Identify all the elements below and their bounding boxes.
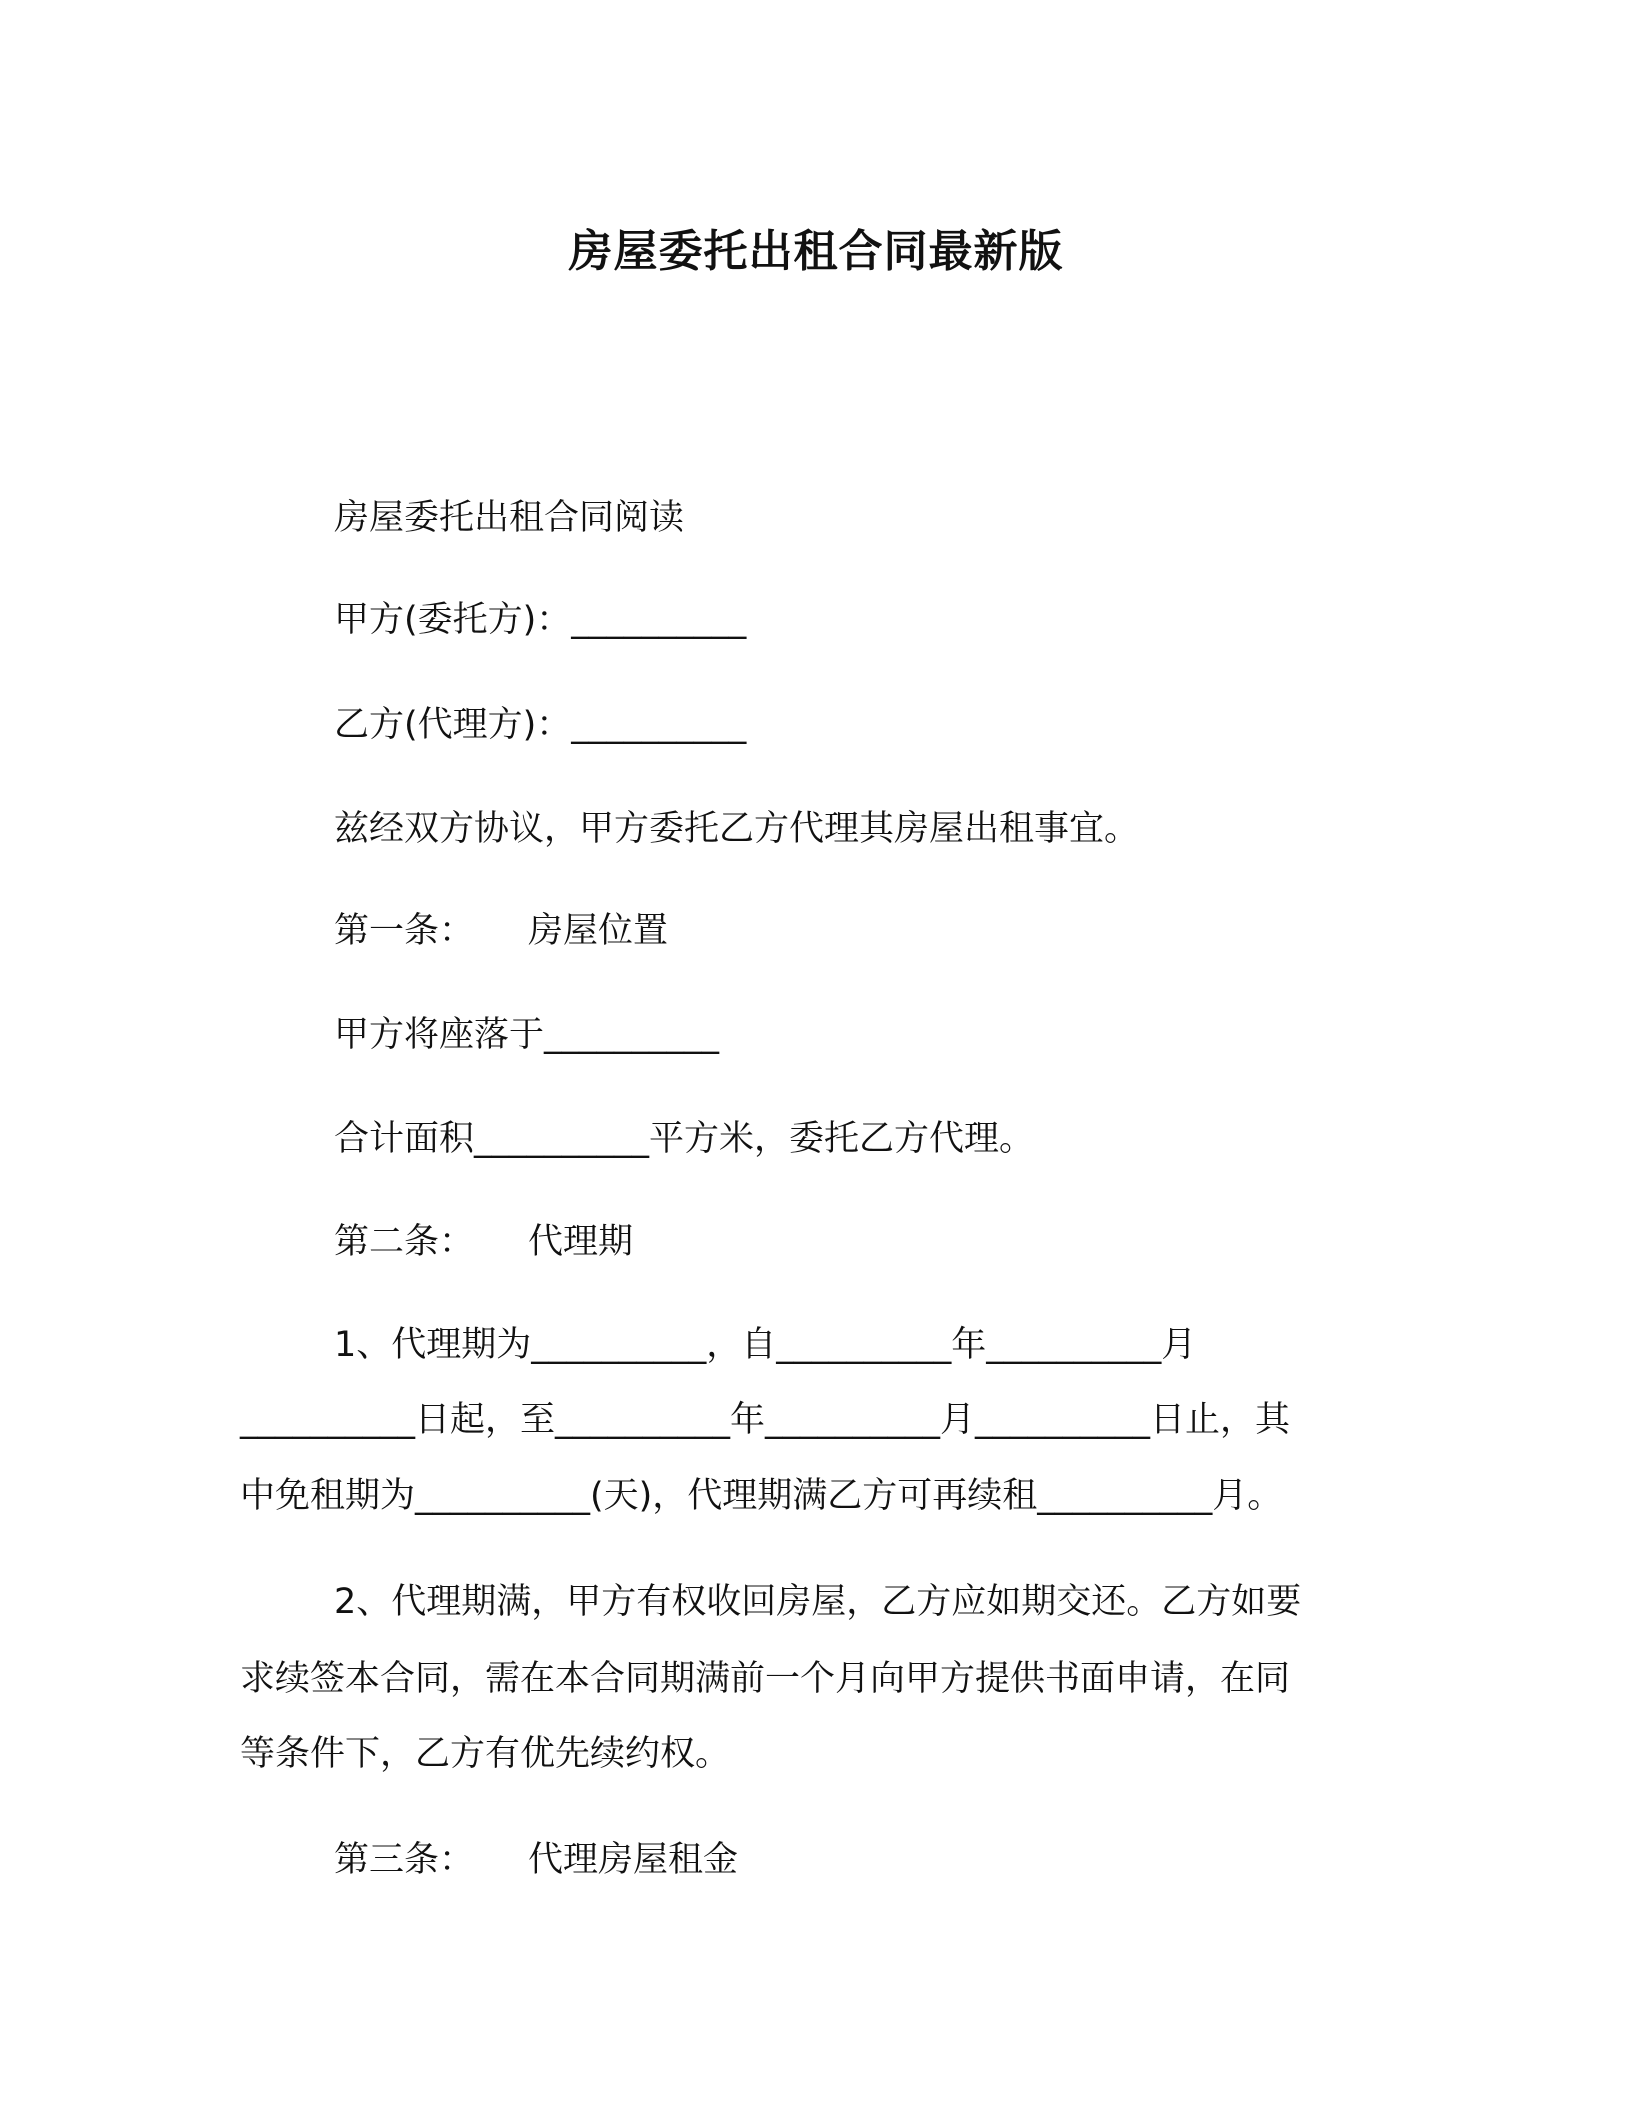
article-3-title: 代理房屋租金 xyxy=(528,1840,739,1880)
subtitle-line: 房屋委托出租合同阅读 xyxy=(334,498,685,538)
renewal-line-1: 2、代理期满，甲方有权收回房屋，乙方应如期交还。乙方如要 xyxy=(334,1582,1302,1622)
article-3-label: 第三条： xyxy=(334,1840,475,1880)
renewal-line-3: 等条件下，乙方有优先续约权。 xyxy=(240,1734,731,1774)
article-2-label: 第二条： xyxy=(334,1222,475,1262)
renewal-line-2: 求续签本合同，需在本合同期满前一个月向甲方提供书面申请，在同 xyxy=(240,1659,1291,1699)
area-line: 合计面积__________平方米，委托乙方代理。 xyxy=(334,1119,1035,1159)
article-3-heading xyxy=(334,1835,738,1885)
agreement-line: 兹经双方协议，甲方委托乙方代理其房屋出租事宜。 xyxy=(334,809,1140,849)
location-line: 甲方将座落于__________ xyxy=(334,1015,720,1055)
document-title: 房屋委托出租合同最新版 xyxy=(568,226,1064,277)
term-line-2: __________日起，至__________年__________月__________日止，其 xyxy=(240,1400,1291,1440)
party-a-line: 甲方(委托方)：__________ xyxy=(334,600,747,640)
article-2-title: 代理期 xyxy=(528,1222,634,1262)
article-1-heading xyxy=(334,906,668,956)
term-line-3: 中免租期为__________(天)，代理期满乙方可再续租__________月。 xyxy=(240,1476,1283,1516)
term-line-1: 1、代理期为__________，自__________年__________月 xyxy=(334,1325,1197,1365)
article-1-label: 第一条： xyxy=(334,911,475,951)
party-b-line: 乙方(代理方)：__________ xyxy=(334,705,747,745)
article-1-title: 房屋位置 xyxy=(528,911,669,951)
article-2-heading xyxy=(334,1217,633,1267)
